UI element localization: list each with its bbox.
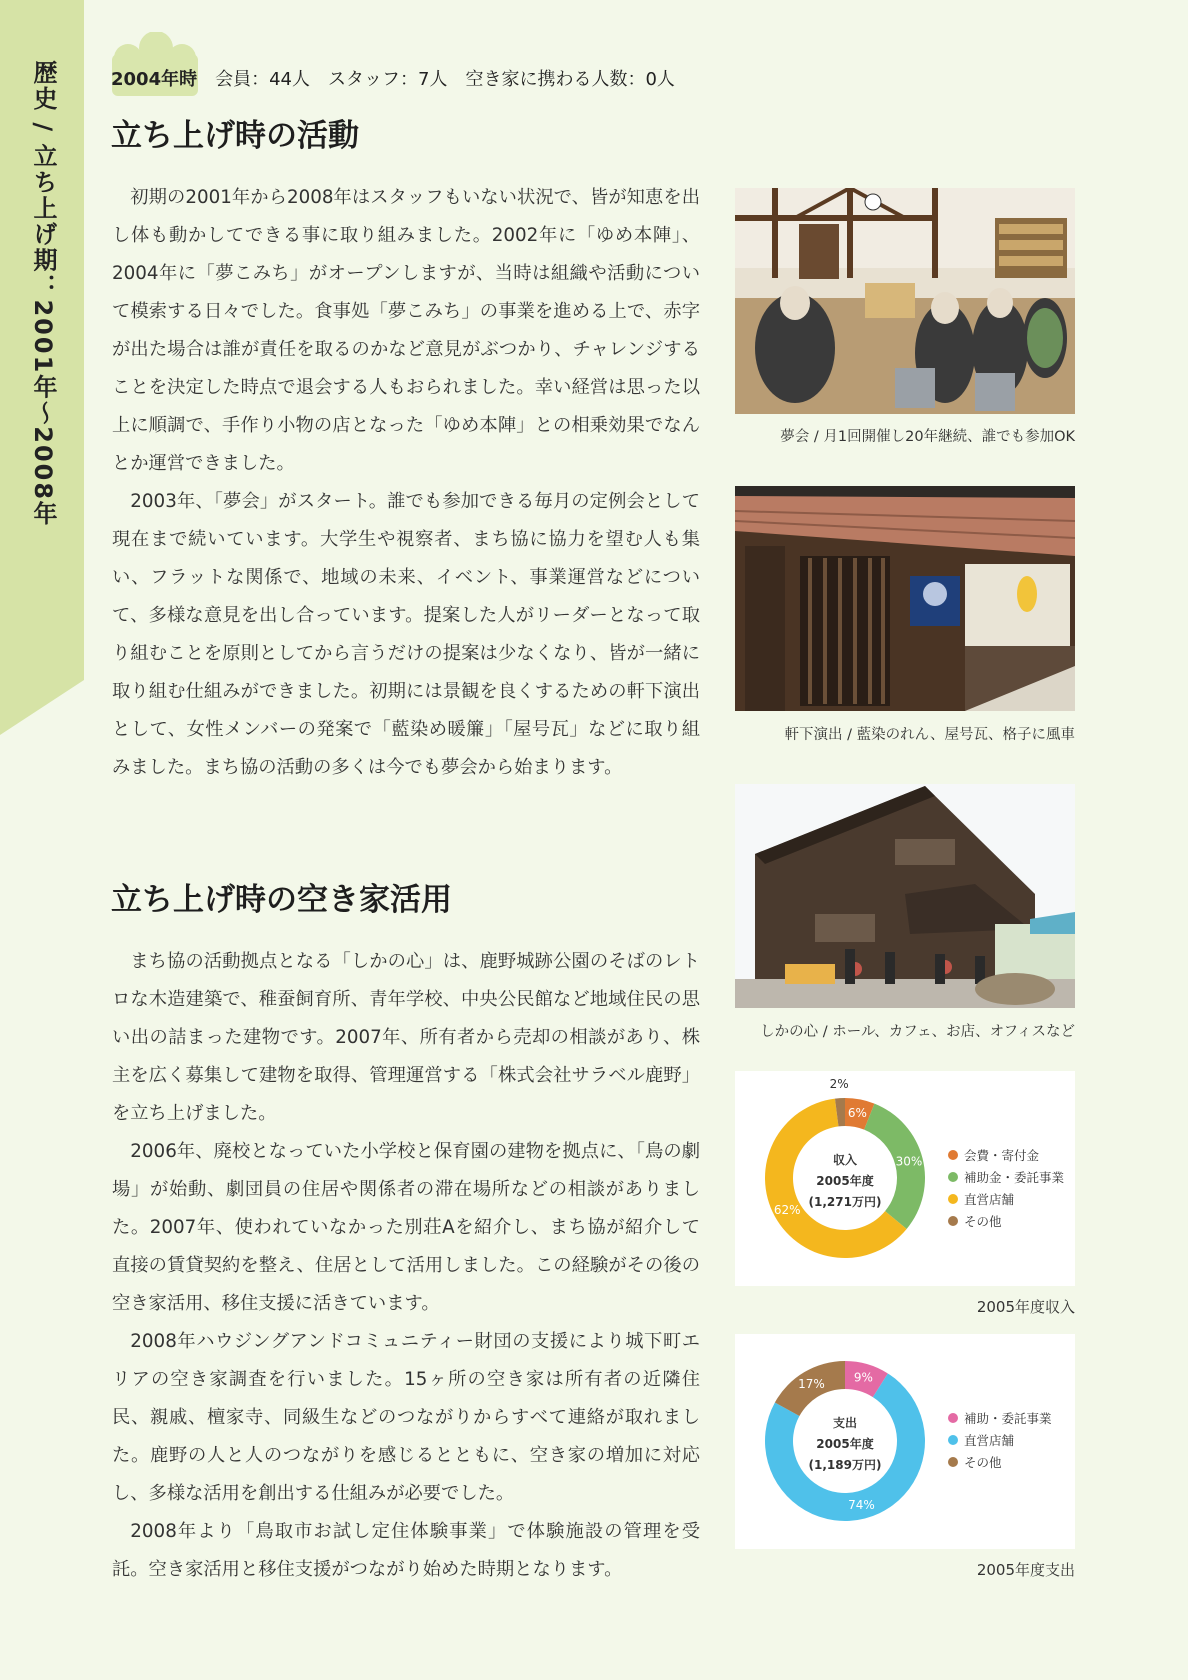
donut-center-label: 収入 xyxy=(832,1153,858,1167)
legend-label: 補助金・委託事業 xyxy=(964,1170,1065,1185)
expense-legend xyxy=(948,1407,1052,1473)
legend-label: その他 xyxy=(964,1214,1002,1229)
legend-swatch xyxy=(948,1172,958,1182)
stats-staff: スタッフ：7人 xyxy=(328,69,448,90)
section2-title: 立ち上げ時の空き家活用 xyxy=(111,882,452,918)
donut-center-label: (1,189万円) xyxy=(808,1458,882,1472)
legend-label: 直営店舗 xyxy=(964,1433,1015,1448)
legend-swatch xyxy=(948,1194,958,1204)
donut-slice-label: 74% xyxy=(848,1497,875,1512)
donut-slice-label: 6% xyxy=(847,1106,867,1121)
photo-caption: 夢会 / 月1回開催し20年継続、誰でも参加OK xyxy=(780,429,1075,445)
legend-swatch xyxy=(948,1413,958,1423)
side-label: 歴史 / 立ち上げ期：2001年〜2008年 xyxy=(29,60,57,528)
legend-swatch xyxy=(948,1457,958,1467)
section1-paragraph: 初期の2001年から2008年はスタッフもいない状況で、皆が知恵を出し体も動かしてできる事に取り組みました。2002年に「ゆめ本陣」、2004年に「夢こみち」がオープンしますが、当時は組織や活動について模索する日々でした。食事処「夢こみち」の事業を進める上で、赤字が出た場合は誰が責任を取るのかなど意見がぶつかり、チャレンジすることを決定した時点で退会する人もおられました。幸い経営は思った以上に順調で、手作り小物の店となった「ゆめ本陣」との相乗効果でなんとか運営できました。 xyxy=(112,187,700,474)
donut-center-label: 2005年度 xyxy=(816,1174,874,1188)
stats-members: 会員：44人 xyxy=(215,69,311,90)
photo-caption: 軒下演出 / 藍染のれん、屋号瓦、格子に風車 xyxy=(784,727,1075,743)
legend-swatch xyxy=(948,1435,958,1445)
legend-item xyxy=(948,1166,1064,1188)
legend-item xyxy=(948,1210,1064,1232)
donut-slice-label: 2% xyxy=(829,1077,849,1092)
legend-label: 直営店舗 xyxy=(964,1192,1015,1207)
donut-center-label: (1,271万円) xyxy=(808,1195,882,1209)
donut-slice-label: 30% xyxy=(895,1154,923,1169)
income-legend xyxy=(948,1144,1064,1232)
section2-paragraph: 2008年ハウジングアンドコミュニティー財団の支援により城下町エリアの空き家調査を行いました。15ヶ所の空き家は所有者の近隣住民、親戚、檀家寺、同級生などのつながりからすべて連絡が取れました。鹿野の人と人のつながりを感じるとともに、空き家の増加に対応し、多様な活用を創出する仕組みが必要でした。 xyxy=(112,1331,700,1504)
legend-item xyxy=(948,1407,1052,1429)
donut-center-label: 2005年度 xyxy=(816,1437,874,1451)
donut-slice-label: 17% xyxy=(798,1377,825,1392)
stats-line xyxy=(111,65,675,91)
expense-chart-caption: 2005年度支出 xyxy=(976,1561,1075,1579)
income-chart-caption: 2005年度収入 xyxy=(976,1298,1075,1316)
photo-meeting xyxy=(735,188,1075,414)
legend-label: 補助・委託事業 xyxy=(964,1411,1052,1426)
section2-paragraph: まち協の活動拠点となる「しかの心」は、鹿野城跡公園のそばのレトロな木造建築で、稚蚕飼育所、青年学校、中央公民館など地域住民の思い出の詰まった建物です。2007年、所有者から売却の相談があり、株主を広く募集して建物を取得、管理運営する「株式会社サラベル鹿野」を立ち上げました。 xyxy=(112,951,700,1124)
photo-house-facade xyxy=(735,486,1075,711)
income-chart xyxy=(735,1071,1075,1286)
section1-paragraph: 2003年、「夢会」がスタート。誰でも参加できる毎月の定例会として現在まで続いています。大学生や視察者、まち協に協力を望む人も集い、フラットな関係で、地域の未来、イベント、事業運営などについて、多様な意見を出し合っています。提案した人がリーダーとなって取り組むことを原則としてから言うだけの提案は少なくなり、皆が一緒に取り組む仕組みができました。初期には景観を良くするための軒下演出として、女性メンバーの発案で「藍染め暖簾」「屋号瓦」などに取り組みました。まち協の活動の多くは今でも夢会から始まります。 xyxy=(112,491,700,778)
legend-item xyxy=(948,1429,1052,1451)
legend-label: その他 xyxy=(964,1455,1002,1470)
section1-title: 立ち上げ時の活動 xyxy=(111,118,359,154)
stats-akiya-people: 空き家に携わる人数：0人 xyxy=(465,69,675,90)
legend-label: 会費・寄付金 xyxy=(964,1148,1040,1163)
section2-paragraph: 2008年より「鳥取市お試し定住体験事業」で体験施設の管理を受託。空き家活用と移住支援がつながり始めた時期となります。 xyxy=(112,1521,700,1580)
photo-caption: しかの心 / ホール、カフェ、お店、オフィスなど xyxy=(760,1024,1075,1040)
section1-body xyxy=(112,179,700,787)
legend-item xyxy=(948,1144,1064,1166)
section2-body xyxy=(112,943,700,1589)
stats-year: 2004年時 xyxy=(111,69,198,90)
donut-slice-label: 9% xyxy=(853,1370,873,1385)
legend-item xyxy=(948,1188,1064,1210)
legend-swatch xyxy=(948,1150,958,1160)
legend-swatch xyxy=(948,1216,958,1226)
side-tab xyxy=(0,0,84,735)
donut-center-label: 支出 xyxy=(832,1416,858,1430)
section2-paragraph: 2006年、廃校となっていた小学校と保育園の建物を拠点に、「鳥の劇場」が始動、劇団員の住居や関係者の滞在場所などの相談がありました。2007年、使われていなかった別荘Aを紹介し、まち協が紹介して直接の賃貸契約を整え、住居として活用しました。この経験がその後の空き家活用、移住支援に活きています。 xyxy=(112,1141,700,1314)
photo-shikano-kokoro xyxy=(735,784,1075,1008)
donut-slice-label: 62% xyxy=(773,1202,801,1217)
expense-chart xyxy=(735,1334,1075,1549)
legend-item xyxy=(948,1451,1052,1473)
